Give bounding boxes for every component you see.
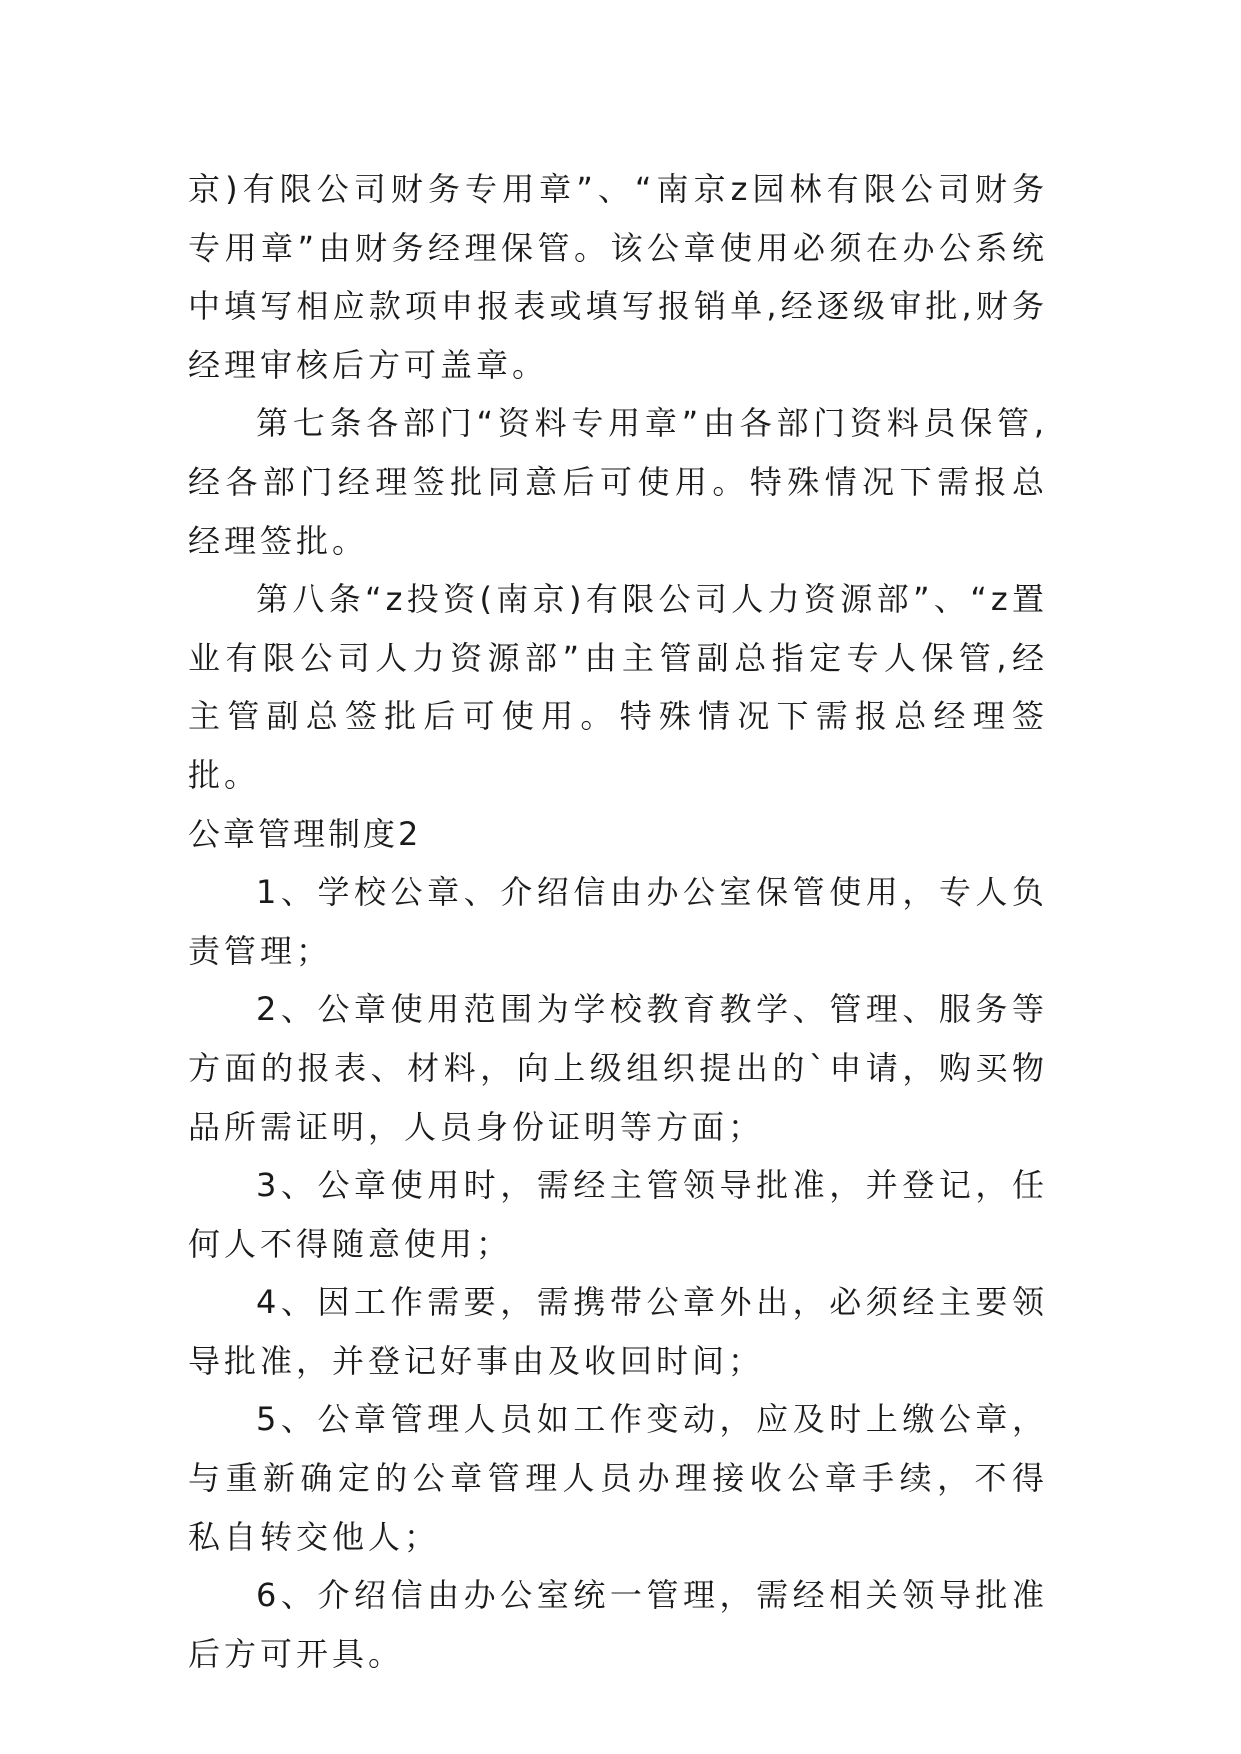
paragraph-article-7: 第七条各部门“资料专用章”由各部门资料员保管,经各部门经理签批同意后可使用。特殊情况下需报总经理签批。 bbox=[188, 404, 1048, 560]
section-heading: 公章管理制度2 bbox=[188, 814, 422, 853]
document-body bbox=[188, 160, 1048, 1683]
list-item-1: 1、学校公章、介绍信由办公室保管使用，专人负责管理； bbox=[188, 873, 1048, 970]
list-item-6: 6、介绍信由办公室统一管理，需经相关领导批准后方可开具。 bbox=[188, 1576, 1048, 1673]
list-item-3: 3、公章使用时，需经主管领导批准，并登记，任何人不得随意使用； bbox=[188, 1166, 1048, 1263]
list-item-2: 2、公章使用范围为学校教育教学、管理、服务等方面的报表、材料，向上级组织提出的`申请，购买物品所需证明，人员身份证明等方面； bbox=[188, 990, 1048, 1146]
paragraph-continuation: 京)有限公司财务专用章”、“南京z园林有限公司财务专用章”由财务经理保管。该公章使用必须在办公系统中填写相应款项申报表或填写报销单,经逐级审批,财务经理审核后方可盖章。 bbox=[188, 170, 1048, 384]
list-item-5: 5、公章管理人员如工作变动，应及时上缴公章，与重新确定的公章管理人员办理接收公章手续，不得私自转交他人； bbox=[188, 1400, 1048, 1556]
list-item-4: 4、因工作需要，需携带公章外出，必须经主要领导批准，并登记好事由及收回时间； bbox=[188, 1283, 1048, 1380]
paragraph-article-8: 第八条“z投资(南京)有限公司人力资源部”、“z置业有限公司人力资源部”由主管副总指定专人保管,经主管副总签批后可使用。特殊情况下需报总经理签批。 bbox=[188, 580, 1048, 794]
